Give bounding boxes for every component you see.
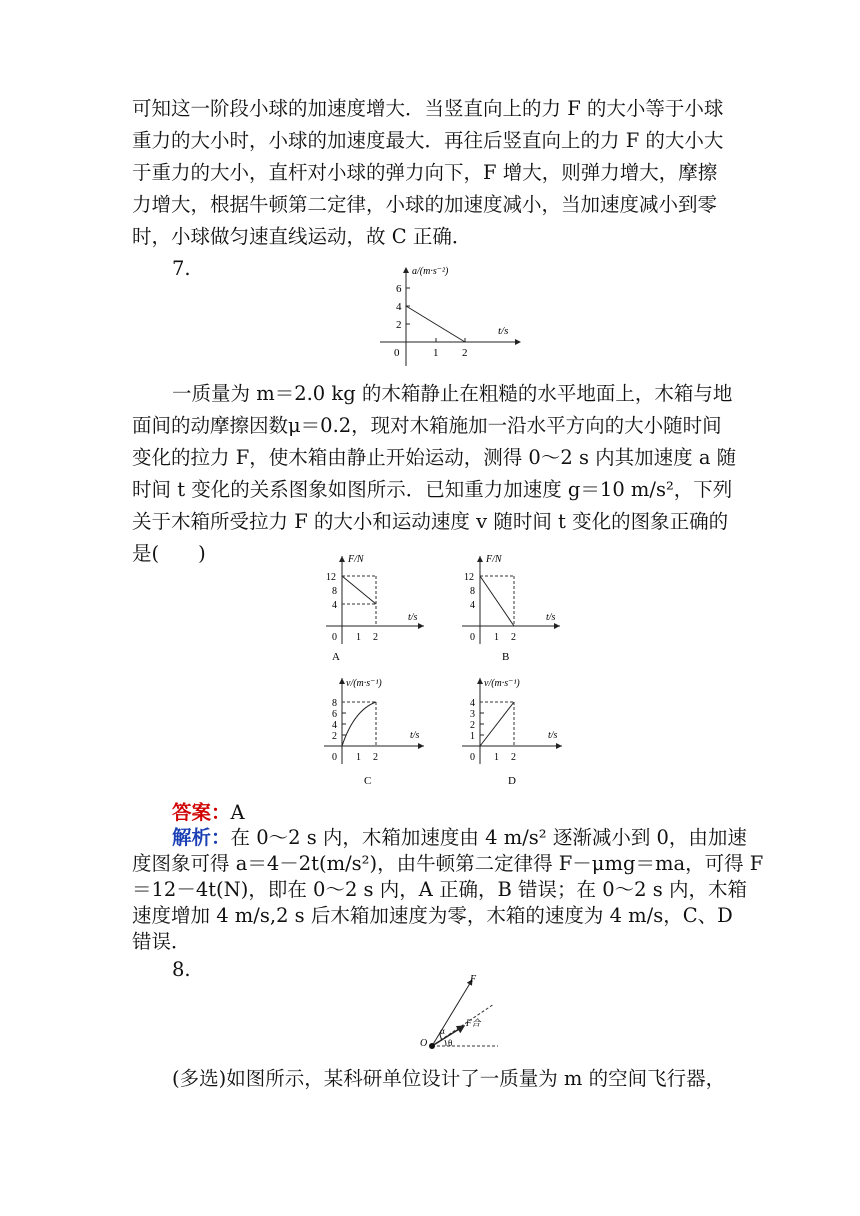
resultant-force-label: F合 [466, 1018, 481, 1028]
y-axis-label: F/N [348, 554, 364, 565]
origin-label: 0 [332, 752, 337, 763]
x-tick-label: 2 [511, 632, 516, 643]
y-tick-label: 6 [396, 283, 402, 295]
y-tick-label: 2 [396, 319, 402, 331]
text-line: 可知这一阶段小球的加速度增大．当竖直向上的力 F 的大小等于小球 [132, 97, 724, 120]
x-tick-label: 2 [373, 752, 378, 763]
text-line: 力增大，根据牛顿第二定律，小球的加速度减小，当加速度减小到零 [132, 193, 718, 216]
option-d-graph [456, 672, 568, 794]
theta-label: θ [448, 1038, 453, 1048]
y-tick-label: 4 [470, 600, 475, 611]
y-tick-label: 4 [396, 301, 402, 313]
text-line: 错误． [132, 930, 191, 953]
answer-label: 答案： [172, 801, 231, 824]
option-caption: C [364, 775, 372, 787]
text-line: 关于木箱所受拉力 F 的大小和运动速度 v 随时间 t 变化的图象正确的 [132, 510, 729, 533]
y-tick-label: 8 [470, 586, 475, 597]
x-axis-label: t/s [546, 612, 556, 623]
x-tick-label: 1 [494, 752, 499, 763]
text-line: 变化的拉力 F，使木箱由静止开始运动，测得 0～2 s 内其加速度 a 随 [132, 446, 737, 469]
analysis-label: 解析： [172, 826, 231, 849]
text-line: 度图象可得 a＝4－2t(m/s²)，由牛顿第二定律得 F－μmg＝ma，可得 F [132, 852, 764, 875]
origin-label: 0 [394, 347, 400, 359]
origin-label: 0 [332, 632, 337, 643]
text-line: 速度增加 4 m/s,2 s 后木箱加速度为零，木箱的速度为 4 m/s，C、D [132, 904, 733, 927]
text-line: 时间 t 变化的关系图象如图所示．已知重力加速度 g＝10 m/s²，下列 [132, 478, 733, 501]
question-number: 8. [172, 958, 191, 981]
option-b-graph [456, 548, 566, 668]
y-tick-label: 6 [332, 709, 337, 720]
force-diagram [410, 970, 520, 1060]
x-tick-label: 1 [356, 752, 361, 763]
analysis-text: 在 0～2 s 内，木箱加速度由 4 m/s² 逐渐减小到 0，由加速 [230, 826, 747, 849]
origin-o-label: O [420, 1038, 428, 1049]
x-tick-label: 1 [433, 347, 439, 359]
text-line: 面间的动摩擦因数μ＝0.2，现对木箱施加一沿水平方向的大小随时间 [132, 414, 722, 437]
x-tick-label: 2 [462, 347, 468, 359]
option-caption: D [508, 775, 516, 787]
text-line: 时，小球做匀速直线运动，故 C 正确． [132, 225, 472, 248]
analysis-line [172, 825, 747, 851]
y-tick-label: 2 [332, 731, 337, 742]
y-tick-label: 12 [464, 572, 474, 583]
option-caption: A [332, 651, 340, 663]
x-tick-label: 2 [511, 752, 516, 763]
alpha-label: α [440, 1026, 445, 1036]
origin-label: 0 [470, 752, 475, 763]
y-tick-label: 2 [470, 720, 475, 731]
x-axis-label: t/s [498, 325, 509, 337]
origin-label: 0 [470, 632, 475, 643]
text-line: 于重力的大小，直杆对小球的弹力向下，F 增大，则弹力增大，摩擦 [132, 161, 718, 184]
text-line: (多选)如图所示，某科研单位设计了一质量为 m 的空间飞行器， [172, 1067, 726, 1090]
y-tick-label: 8 [332, 698, 337, 709]
question-number: 7. [172, 257, 191, 280]
acceleration-time-graph [370, 262, 530, 370]
text-line: 一质量为 m＝2.0 kg 的木箱静止在粗糙的水平地面上，木箱与地 [172, 382, 733, 405]
y-axis-label: F/N [486, 554, 502, 565]
x-tick-label: 1 [494, 632, 499, 643]
text-line: ＝12－4t(N)，即在 0～2 s 内，A 正确，B 错误；在 0～2 s 内，木箱 [132, 878, 747, 901]
y-axis-label: v/(m·s⁻¹) [484, 678, 520, 689]
y-tick-label: 3 [470, 709, 475, 720]
y-tick-label: 1 [470, 731, 475, 742]
text-line: 是( ) [132, 542, 206, 565]
y-axis-label: v/(m·s⁻¹) [346, 678, 382, 689]
y-tick-label: 12 [326, 572, 336, 583]
y-tick-label: 4 [470, 698, 475, 709]
x-axis-label: t/s [408, 612, 418, 623]
option-c-graph [318, 672, 430, 794]
y-tick-label: 4 [332, 600, 337, 611]
x-tick-label: 2 [373, 632, 378, 643]
y-axis-label: a/(m·s⁻²) [412, 266, 449, 277]
option-a-graph [320, 548, 430, 668]
option-caption: B [502, 651, 510, 663]
force-f-label: F [470, 974, 477, 985]
text-line: 重力的大小时，小球的加速度最大．再往后竖直向上的力 F 的大小大 [132, 129, 724, 152]
x-axis-label: t/s [548, 730, 558, 741]
answer-line [172, 800, 245, 826]
answer-value: A [230, 801, 245, 824]
x-axis-label: t/s [410, 730, 420, 741]
x-tick-label: 1 [356, 632, 361, 643]
y-tick-label: 4 [332, 720, 337, 731]
y-tick-label: 8 [332, 586, 337, 597]
